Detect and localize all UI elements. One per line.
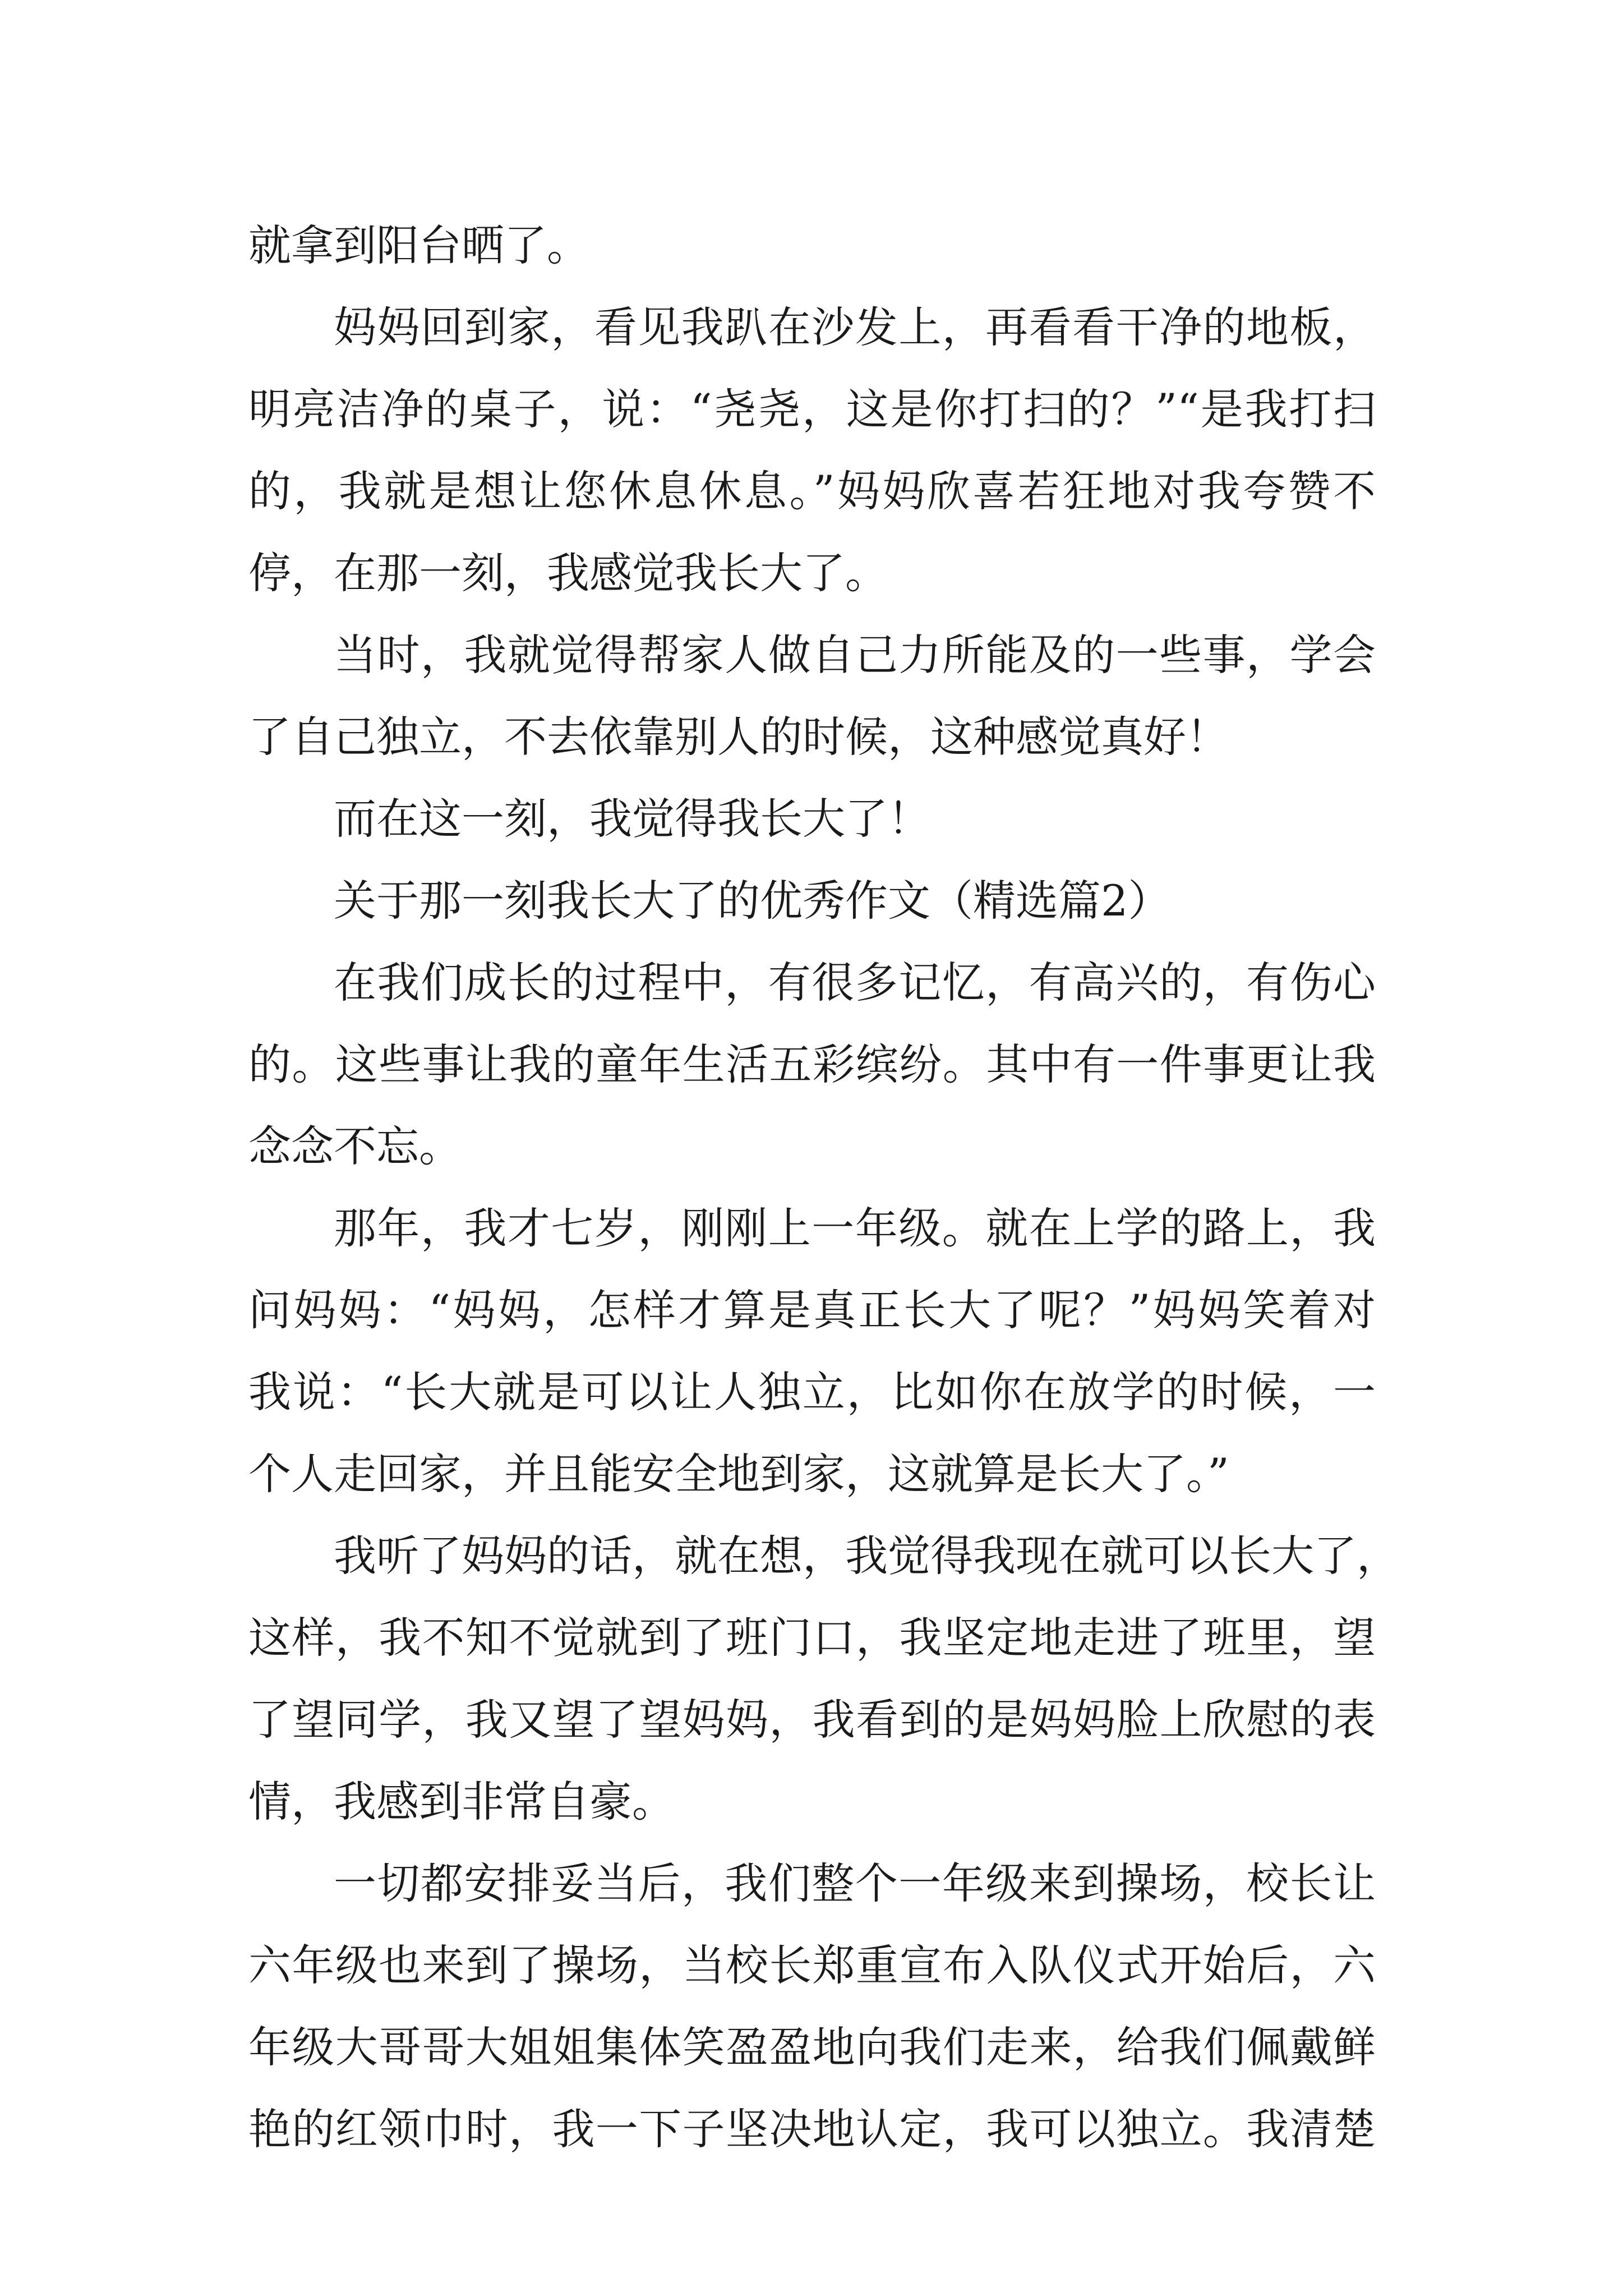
text-line: 念念不忘。 [248,1121,462,1171]
text-line: 的，我就是想让您休息休息。”妈妈欣喜若狂地对我夸赞不 [248,466,1376,516]
text-line: 就拿到阳台晒了。 [248,220,589,270]
text-line: 我说：“长大就是可以让人独立，比如你在放学的时候，一 [248,1367,1376,1417]
text-line: 了自己独立，不去依靠别人的时候，这种感觉真好！ [248,712,1229,762]
document-body [248,205,1399,2170]
paragraph-first-line: 我听了妈妈的话，就在想，我觉得我现在就可以长大了， [334,1531,1399,1581]
text-line: 这样，我不知不觉就到了班门口，我坚定地走进了班里，望 [248,1613,1376,1663]
text-line: 个人走回家，并且能安全地到家，这就算是长大了。” [248,1449,1229,1499]
text-line: 年级大哥哥大姐姐集体笑盈盈地向我们走来，给我们佩戴鲜 [248,2022,1376,2072]
text-line: 问妈妈：“妈妈，怎样才算是真正长大了呢？”妈妈笑着对 [248,1285,1376,1335]
text-line: 停，在那一刻，我感觉我长大了。 [248,548,888,598]
paragraph-first-line: 当时，我就觉得帮家人做自己力所能及的一些事，学会 [334,630,1376,680]
text-line: 的。这些事让我的童年生活五彩缤纷。其中有一件事更让我 [248,1039,1376,1089]
paragraph-first-line: 在我们成长的过程中，有很多记忆，有高兴的，有伤心 [334,958,1376,1007]
paragraph-first-line: 而在这一刻，我觉得我长大了！ [334,794,930,844]
section-heading: 关于那一刻我长大了的优秀作文（精选篇2） [334,876,1171,926]
paragraph-first-line: 妈妈回到家，看见我趴在沙发上，再看看干净的地板， [334,302,1376,352]
text-line: 明亮洁净的桌子，说：“尧尧，这是你打扫的？”“是我打扫 [248,384,1376,434]
text-line: 六年级也来到了操场，当校长郑重宣布入队仪式开始后，六 [248,1940,1376,1990]
paragraph-first-line: 一切都安排妥当后，我们整个一年级来到操场，校长让 [334,1858,1376,1908]
text-line: 情，我感到非常自豪。 [248,1777,675,1826]
text-line: 艳的红领巾时，我一下子坚决地认定，我可以独立。我清楚 [248,2104,1376,2154]
text-line: 了望同学，我又望了望妈妈，我看到的是妈妈脸上欣慰的表 [248,1695,1376,1745]
paragraph-first-line: 那年，我才七岁，刚刚上一年级。就在上学的路上，我 [334,1203,1376,1253]
